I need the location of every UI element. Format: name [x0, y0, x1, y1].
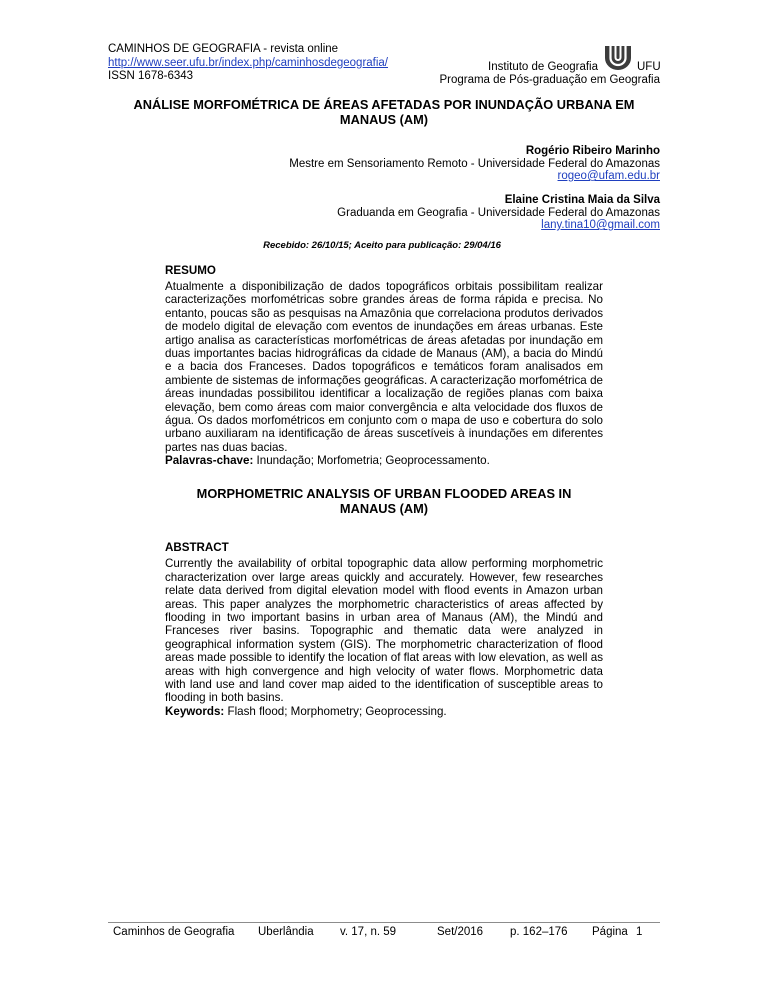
author-affiliation: Mestre em Sensoriamento Remoto - Universidade Federal do Amazonas — [289, 157, 660, 170]
footer-date: Set/2016 — [437, 926, 484, 938]
footer-page-number: 1 — [636, 926, 643, 938]
keywords-list: Flash flood; Morphometry; Geoprocessing. — [227, 704, 447, 718]
abstract-section — [165, 541, 603, 718]
author-block — [289, 145, 660, 183]
abstract-text: Currently the availability of orbital topographic data allow performing morphometric characterization over large areas quickly and accurately. However, few researches relate data derived from digital elevation model with flood events in Amazon urban areas. This paper analyzes the morphometric characteristics of areas affected by flooding in two important basins in urban area of Manaus (AM), the Mindú and Franceses river basins. Topographic and thematic data were analyzed in geographical information system (GIS). The morphometric characterization of flood areas made possible to identify the location of flat areas with low elevation, as well as areas with high convergence and high velocity of water flows. Morphometric data with land use and land cover map aided to the identification of susceptible areas to flooding in both basins. — [165, 557, 603, 705]
keywords-list: Inundação; Morfometria; Geoprocessamento. — [256, 454, 490, 468]
journal-url-link[interactable]: http://www.seer.ufu.br/index.php/caminhosdegeografia/ — [108, 56, 389, 69]
journal-name: CAMINHOS DE GEOGRAFIA - revista online — [108, 43, 339, 55]
author-name: Elaine Cristina Maia da Silva — [504, 194, 660, 206]
author-email-link[interactable]: lany.tina10@gmail.com — [541, 219, 660, 231]
keywords-label: Palavras-chave: — [165, 454, 254, 468]
author-name: Rogério Ribeiro Marinho — [525, 145, 660, 157]
author-block — [337, 194, 660, 232]
abstract-heading: ABSTRACT — [165, 541, 229, 555]
footer-divider — [108, 922, 660, 923]
ufu-logo-icon — [604, 45, 632, 71]
journal-header — [108, 43, 388, 84]
footer-city: Uberlândia — [258, 926, 314, 938]
footer-page-label: Página — [592, 926, 628, 938]
program-name: Programa de Pós-graduação em Geografia — [439, 74, 660, 86]
footer-pages: p. 162–176 — [510, 926, 568, 938]
author-email-link[interactable]: rogeo@ufam.edu.br — [557, 170, 660, 182]
article-title-pt: ANÁLISE MORFOMÉTRICA DE ÁREAS AFETADAS POR INUNDAÇÃO URBANA EM MANAUS (AM) — [133, 96, 635, 127]
article-title-en: MORPHOMETRIC ANALYSIS OF URBAN FLOODED AREAS IN MANAUS (AM) — [196, 485, 572, 516]
keywords-label: Keywords: — [165, 704, 225, 718]
submission-dates: Recebido: 26/10/15; Aceito para publicação: 29/04/16 — [263, 240, 501, 251]
author-affiliation: Graduanda em Geografia - Universidade Federal do Amazonas — [337, 206, 660, 219]
abstract-keywords — [165, 705, 603, 718]
footer-journal: Caminhos de Geografia — [113, 926, 235, 938]
resumo-keywords — [165, 454, 603, 467]
university-acronym: UFU — [637, 61, 661, 73]
resumo-text: Atualmente a disponibilização de dados topográficos orbitais possibilitam realizar caracterizações morfométricas sobre grandes áreas de forma rápida e precisa. No entanto, poucas são as pesquisas na Amazônia que correlaciona produtos derivados de modelo digital de elevação com eventos de inundações em áreas urbanas. Este artigo analisa as características morfométricas de áreas afetadas por inundação em duas importantes bacias hidrográficas da cidade de Manaus (AM), a bacia do Mindú e a bacia dos Franceses. Dados topográficos e temáticos foram analisados em ambiente de sistemas de informações geográficas. A caracterização morfométrica de áreas inundadas possibilitou identificar a localização de regiões planas com baixa elevação, bem como áreas com maior convergência e alta velocidade dos fluxos de água. Os dados morfométricos em conjunto com o mapa de uso e cobertura do solo urbano auxiliaram na identificação de áreas suscetíveis à inundações em diferentes partes nas duas bacias. — [165, 280, 603, 454]
footer-volume: v. 17, n. 59 — [340, 926, 397, 938]
resumo-heading: RESUMO — [165, 264, 216, 277]
resumo-section — [165, 264, 603, 468]
issn: ISSN 1678-6343 — [108, 70, 194, 82]
institute-name: Instituto de Geografia — [488, 61, 598, 73]
